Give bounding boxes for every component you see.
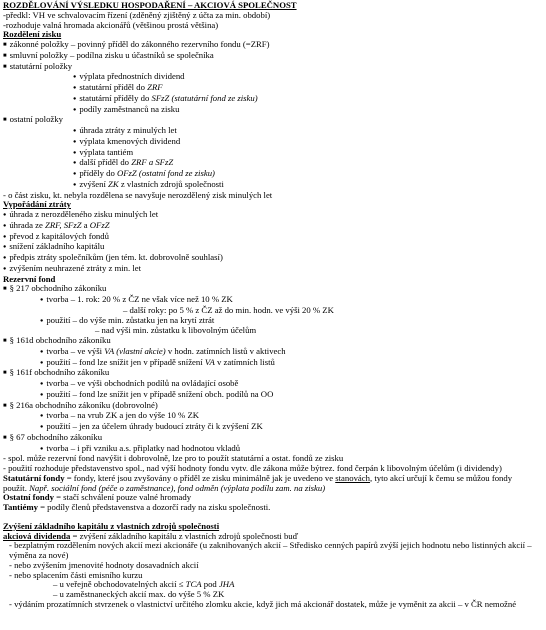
list-subitem: ● použití – jen za účelem úhrady budoucí ztráty či k zvýšení ZK [3, 422, 543, 433]
definition-dividenda: akciová dividenda = zvýšení základního kapitálu z vlastních zdrojů společnosti buď [3, 530, 299, 541]
section-heading-vyporadani: Vypořádání ztráty [3, 199, 71, 210]
law-paragraph-217: ■ § 217 obchodního zákoníku [3, 284, 543, 295]
definition-statutarni: Statutární fondy = fondy, které jsou zvyšovány o příděl ze zisku minimálně jak je uvedeno ve stanovách, tyto akcí určují k čemu se můžou fondy [3, 472, 513, 483]
intro-line: -předkl: VH ve schvalovacím řízení (zděněný zjištěný z účta za min. období) [3, 9, 271, 20]
definition-tantiemy: Tantiémy = podíly členů představenstva a dozorčí rady na zisku společnosti. [3, 502, 271, 512]
list-subitem: ● použití – fond lze snížit jen v případě snížení VA v zatímních listů [3, 358, 543, 369]
list-subline: – u veřejně obchodovatelných akcií ≤ TCA pod JHA [53, 579, 235, 590]
list-subitem: ● výplata tantiém [3, 148, 543, 159]
list-subitem: ● tvorba – 1. rok: 20 % z ČZ ne však více než 10 % ZK [3, 295, 543, 306]
list-subline: – u zaměstnaneckých akcií max. do výše 5 % ZK [53, 589, 225, 599]
list-subitem: ● tvorba – i při vzniku a.s. připlatky nad hodnotou vkladů [3, 444, 543, 455]
list-line: - výdáním prozatímních stvrzenek o vlastnictví určitého zlomku akcie, když jich má akcionář dostatek, může je vyměnit za akcii – v ČR nemožné [9, 598, 517, 609]
list-subitem: ● statutární příděly do SFzZ (statutární fond ze zisku) [3, 94, 543, 105]
list-item-statutarni: ■ statutární položky [3, 62, 543, 73]
list-item: ● úhrada z nerozděleného zisku minulých let [3, 210, 543, 221]
list-subitem: ● výplata přednostních dividend [3, 72, 543, 83]
list-subitem: ● použití – fond lze snížit jen v případě snížení obch. podílů na OO [3, 390, 543, 401]
list-item-zakonne: ■ zákonné položky – povinný příděl do zákonného rezervního fondu (=ZRF) [3, 40, 543, 51]
intro-line: -rozhoduje valná hromada akcionářů (většinou prostá většina) [3, 19, 219, 30]
list-item: ● předpis ztráty společníkům (jen tém. kt. dobrovolně souhlasí) [3, 253, 543, 264]
list-subitem: – další roky: po 5 % z ČZ až do min. hodn. ve výši 20 % ZK [123, 304, 334, 315]
list-subitem: ● statutární příděl do ZRF [3, 83, 543, 94]
list-subitem: ● tvorba – ve výši obchodních podílů na ovládající osobě [3, 379, 543, 390]
section-heading-zvyseni: Zvýšení základního kapitálu z vlastních zdrojů společnosti [3, 520, 220, 531]
list-item: ● snížení základního kapitálu [3, 242, 543, 253]
list-subitem: ● podíly zaměstnanců na zisku [3, 105, 543, 116]
law-paragraph-67: ■ § 67 obchodního zákoníku [3, 433, 543, 444]
definition-ostatni: Ostatní fondy = stačí schválení pouze valné hromady [3, 492, 192, 503]
section-heading-rozdeleni: Rozdělení zisku [3, 29, 62, 40]
list-item: ● úhrada ze ZRF, SFzZ a OFzZ [3, 221, 543, 232]
list-line: - nebo zvýšením jmenovité hodnoty dosavadních akcií [9, 559, 199, 570]
law-paragraph-216a: ■ § 216a obchodního zákoníku (dobrovolné) [3, 401, 543, 412]
list-subitem: ● příděly do OFzZ (ostatní fond ze zisku) [3, 169, 543, 180]
list-item: ● zvýšením neuhrazené ztráty z min. let [3, 264, 543, 275]
law-paragraph-161d: ■ § 161d obchodního zákoníku [3, 336, 543, 347]
list-item: ● převod z kapitálových fondů [3, 232, 543, 243]
law-paragraph-161f: ■ § 161f obchodního zákoníku [3, 368, 543, 379]
list-item-ostatni: ■ ostatní položky [3, 115, 543, 126]
section-heading-rezervni: Rezervní fond [3, 273, 56, 284]
note: - použití rozhoduje představenstvo spol., nad výší hodnoty fondu vytv. dle zákona může býtrez. fond čerpán k libovolným účelům (i dividendy) [3, 463, 502, 473]
list-subitem: ● úhrada ztráty z minulých let [3, 126, 543, 137]
list-subitem: ● zvýšení ZK z vlastních zdrojů společnosti [3, 180, 543, 191]
list-subitem: ● výplata kmenových dividend [3, 137, 543, 148]
list-subitem: ● tvorba – na vrub ZK a jen do výše 10 % ZK [3, 411, 543, 422]
list-subitem: ● tvorba – ve výši VA (vlastní akcie) v hodn. zatímních listů v aktivech [3, 347, 543, 358]
list-line: - nebo splacením části emisního kurzu [9, 569, 143, 580]
definition-statutarni-cont: použít. Např. sociální fond (péče o zaměstnance), fond odměn (výplata podílu zam. na zisku) [3, 482, 326, 493]
list-subitem: ● použití – do výše min. zůstatku jen na krytí ztrát [3, 316, 543, 327]
list-line: - bezplatným rozdělením nových akcií mezi akcionáře (u zaknihovaných akcií – Středisko cenných papírů zvýší jejich hodnotu nebo listinných akcií – výměna za nové) [9, 540, 532, 560]
document-title: ROZDĚLOVÁNÍ VÝSLEDKU HOSPODAŘENÍ – AKCIOVÁ SPOLEČNOST [3, 0, 297, 10]
footnote: - o část zisku, kt. nebyla rozdělena se navyšuje nerozdělený zisk minulých let [3, 189, 273, 200]
note: - spol. může rezervní fond navýšit i dobrovolně, lze pro to použít statutární a ostat. fondů ze zisku [3, 453, 344, 464]
list-subitem: – nad výši min. zůstatku k libovolným účelům [95, 325, 257, 336]
list-item-smluvni: ■ smluvní položky – podílna zisku u účastníků se společníka [3, 51, 543, 62]
list-subitem: ● další příděl do ZRF a SFzZ [3, 158, 543, 169]
